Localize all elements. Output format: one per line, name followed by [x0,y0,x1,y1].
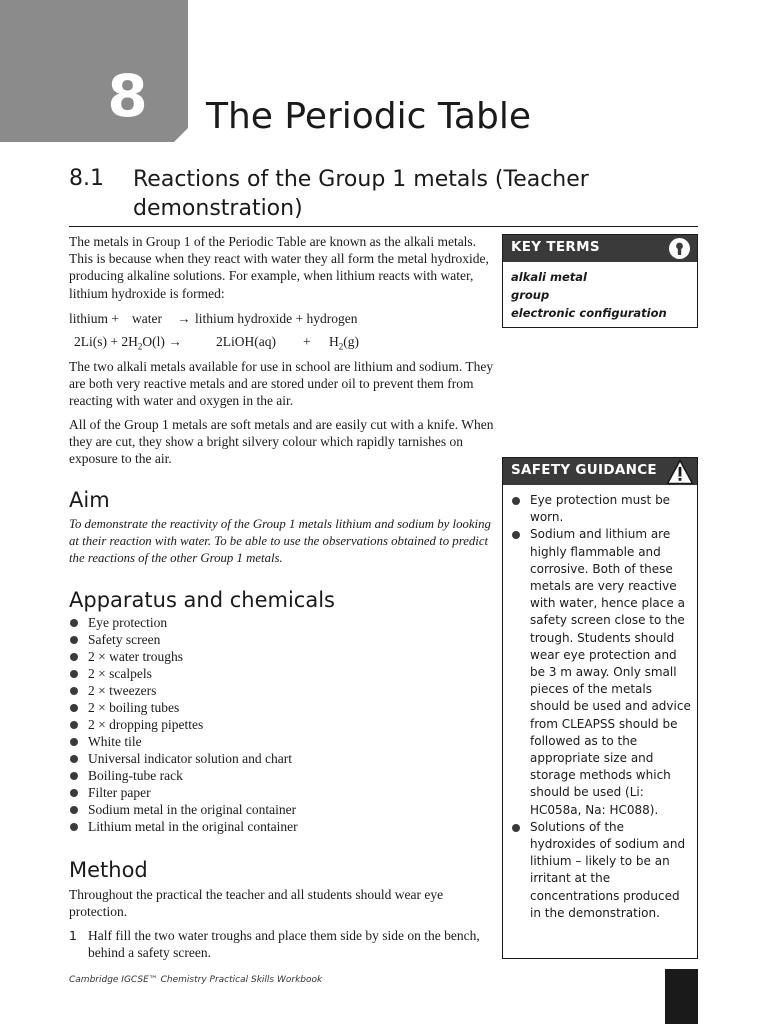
warning-triangle-icon [666,459,694,485]
safety-item [511,492,691,526]
bullet-icon [70,653,78,661]
eq-subscript: 2 [137,341,143,352]
key-terms-header [503,235,697,262]
safety-item [511,526,691,818]
paragraph-properties: All of the Group 1 metals are soft metals and are easily cut with a knife. When they are cut, they show a bright silvery colour which rapidly tarnishes on exposure to the air. [69,417,494,467]
paragraph-storage: The two alkali metals available for use in school are lithium and sodium. They are both very reactive metals and are stored under oil to prevent them from reacting with water and oxygen in the air. [69,359,494,409]
safety-guidance-header [503,458,697,485]
method-step-text: Half fill the two water troughs and place them side by side on the bench, behind a safety screen. [88,928,480,961]
bullet-icon [70,738,78,746]
safety-item-text: Sodium and lithium are highly flammable and corrosive. Both of these metals are very reactive with water, hence place a safety screen close to the trough. Students should wear eye protection and be 3 m away. Only small pieces of the metals should be used and advice from CLEAPSS should be followed as to the appropriate size and storage methods which should be used (Li: HC058a, Na: HC088). [530,527,691,817]
bullet-icon [70,704,78,712]
key-term: group [511,288,550,302]
apparatus-item [69,733,494,750]
symbol-equation-reactants [74,333,182,356]
footer-page-tab [665,969,698,1024]
apparatus-item [69,716,494,733]
apparatus-item-text: Eye protection [88,615,168,630]
bullet-icon [512,531,520,539]
bullet-icon [70,772,78,780]
chapter-title: The Periodic Table [206,96,531,137]
apparatus-item-text: Filter paper [88,785,151,800]
keyhole-icon [668,237,691,260]
eq-product-h: H [329,334,339,349]
eq-reactant-a: 2Li(s) + 2H [74,334,138,349]
apparatus-list [69,614,494,835]
apparatus-item-text: 2 × scalpels [88,666,152,681]
aim-heading: Aim [69,488,110,512]
apparatus-item [69,818,494,835]
safety-item [511,819,691,922]
section-title: Reactions of the Group 1 metals (Teacher demonstration) [133,167,589,221]
bullet-icon [70,687,78,695]
word-equation-lhs1: lithium + [69,311,119,326]
apparatus-item-text: Boiling-tube rack [88,768,183,783]
apparatus-item-text: White tile [88,734,142,749]
footer-text: Cambridge IGCSE™ Chemistry Practical Skills Workbook [69,975,323,985]
intro-paragraph: The metals in Group 1 of the Periodic Table are known as the alkali metals. This is because when they react with water they all form the metal hydroxide, producing alkaline solutions. For example, when lithium reacts with water, lithium hydroxide is formed: [69,234,489,301]
safety-guidance-box [502,457,698,959]
key-terms-box [502,234,698,328]
key-term: electronic configuration [511,306,667,320]
eq-subscript: 2 [338,341,344,352]
apparatus-item [69,614,494,631]
apparatus-item-text: Sodium metal in the original container [88,802,297,817]
apparatus-item [69,801,494,818]
apparatus-item-text: 2 × water troughs [88,649,183,664]
apparatus-item [69,699,494,716]
key-terms-label: KEY TERMS [511,239,600,255]
apparatus-item [69,750,494,767]
eq-reactant-b: O(l) → [142,334,182,349]
safety-list [511,492,691,922]
method-step-1 [69,927,494,961]
apparatus-item [69,784,494,801]
key-term: alkali metal [511,270,587,284]
bullet-icon [70,619,78,627]
section-number: 8.1 [69,166,104,191]
bullet-icon [70,755,78,763]
bullet-icon [70,789,78,797]
bullet-icon [512,497,520,505]
bullet-icon [70,636,78,644]
method-heading: Method [69,858,148,882]
safety-guidance-label: SAFETY GUIDANCE [511,462,657,478]
apparatus-item [69,767,494,784]
apparatus-item-text: Lithium metal in the original container [88,819,298,834]
method-step-number: 1 [69,928,77,943]
aim-text: To demonstrate the reactivity of the Group 1 metals lithium and sodium by looking at their reaction with water. To be able to use the observations obtained to predict the reactions of the other Group 1 metals. [69,517,491,566]
bullet-icon [70,806,78,814]
apparatus-item [69,648,494,665]
apparatus-heading: Apparatus and chemicals [69,588,335,612]
section-divider [69,226,698,227]
bullet-icon [512,824,520,832]
safety-item-text: Solutions of the hydroxides of sodium and lithium – likely to be an irritant at the concentrations produced in the demonstration. [530,819,686,920]
apparatus-item [69,682,494,699]
symbol-equation [74,333,494,353]
apparatus-item-text: Safety screen [88,632,161,647]
eq-product-state: (g) [343,334,359,349]
apparatus-item-text: 2 × tweezers [88,683,157,698]
apparatus-item-text: 2 × dropping pipettes [88,717,204,732]
safety-item-text: Eye protection must be worn. [530,493,671,525]
apparatus-item [69,631,494,648]
chapter-number: 8 [107,62,148,130]
bullet-icon [70,670,78,678]
method-intro: Throughout the practical the teacher and all students should wear eye protection. [69,887,444,920]
symbol-equation-plus: + [303,334,311,349]
apparatus-item [69,665,494,682]
word-equation-lhs2: water [132,311,162,326]
symbol-equation-product1: 2LiOH(aq) [216,334,276,349]
word-equation-arrow: → [177,311,191,326]
apparatus-item-text: 2 × boiling tubes [88,700,180,715]
apparatus-item-text: Universal indicator solution and chart [88,751,292,766]
key-terms-list [511,268,667,322]
bullet-icon [70,721,78,729]
word-equation-rhs: lithium hydroxide + hydrogen [195,311,358,326]
word-equation [69,310,494,328]
symbol-equation-product2 [329,333,359,356]
bullet-icon [70,823,78,831]
